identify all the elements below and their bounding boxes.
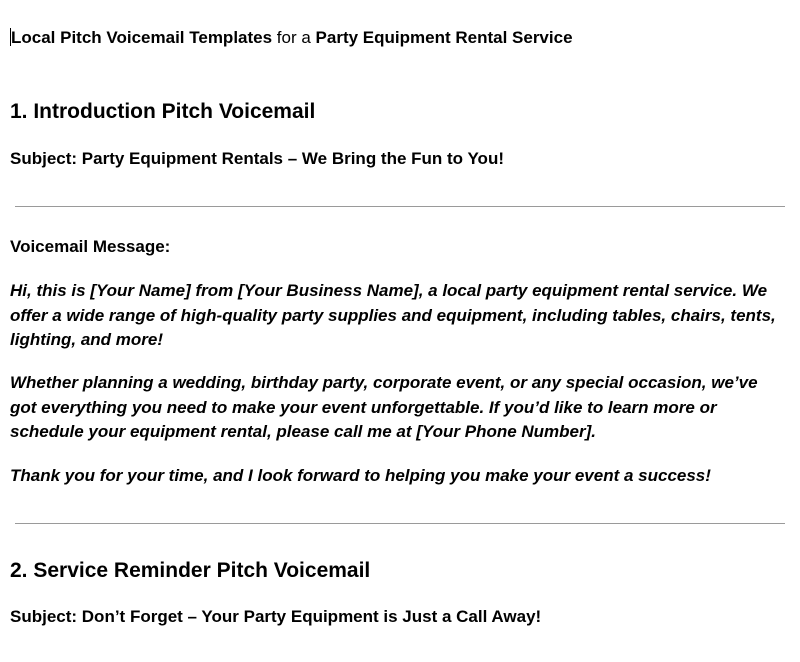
message-paragraph-1: Hi, this is [Your Name] from [Your Business Name], a local party equipment rental service. We offer a wide range of high-quality party supplies and equipment, including tables, chairs, tents, lighting, and more!: [10, 281, 776, 349]
title-part-bold-1: Local Pitch Voicemail Templates: [11, 28, 273, 47]
section-1-subject: Subject: Party Equipment Rentals – We Bring the Fun to You!: [10, 149, 504, 168]
divider: [15, 523, 785, 524]
voicemail-message-label: Voicemail Message:: [10, 237, 171, 256]
section-2-subject: Subject: Don’t Forget – Your Party Equipment is Just a Call Away!: [10, 607, 542, 626]
title-part-plain: for a: [272, 28, 316, 47]
divider: [15, 206, 785, 207]
section-1-heading: 1. Introduction Pitch Voicemail: [10, 100, 316, 123]
message-paragraph-3: Thank you for your time, and I look forward to helping you make your event a success!: [10, 466, 711, 485]
title-part-bold-2: Party Equipment Rental Service: [315, 28, 573, 47]
message-paragraph-2: Whether planning a wedding, birthday party, corporate event, or any special occasion, we’ve got everything you need to make your event unforgettable. If you’d like to learn more or schedule your equipment rental, please call me at [Your Phone Number].: [10, 373, 758, 441]
document-title: [10, 28, 573, 48]
section-2-heading: 2. Service Reminder Pitch Voicemail: [10, 559, 371, 582]
